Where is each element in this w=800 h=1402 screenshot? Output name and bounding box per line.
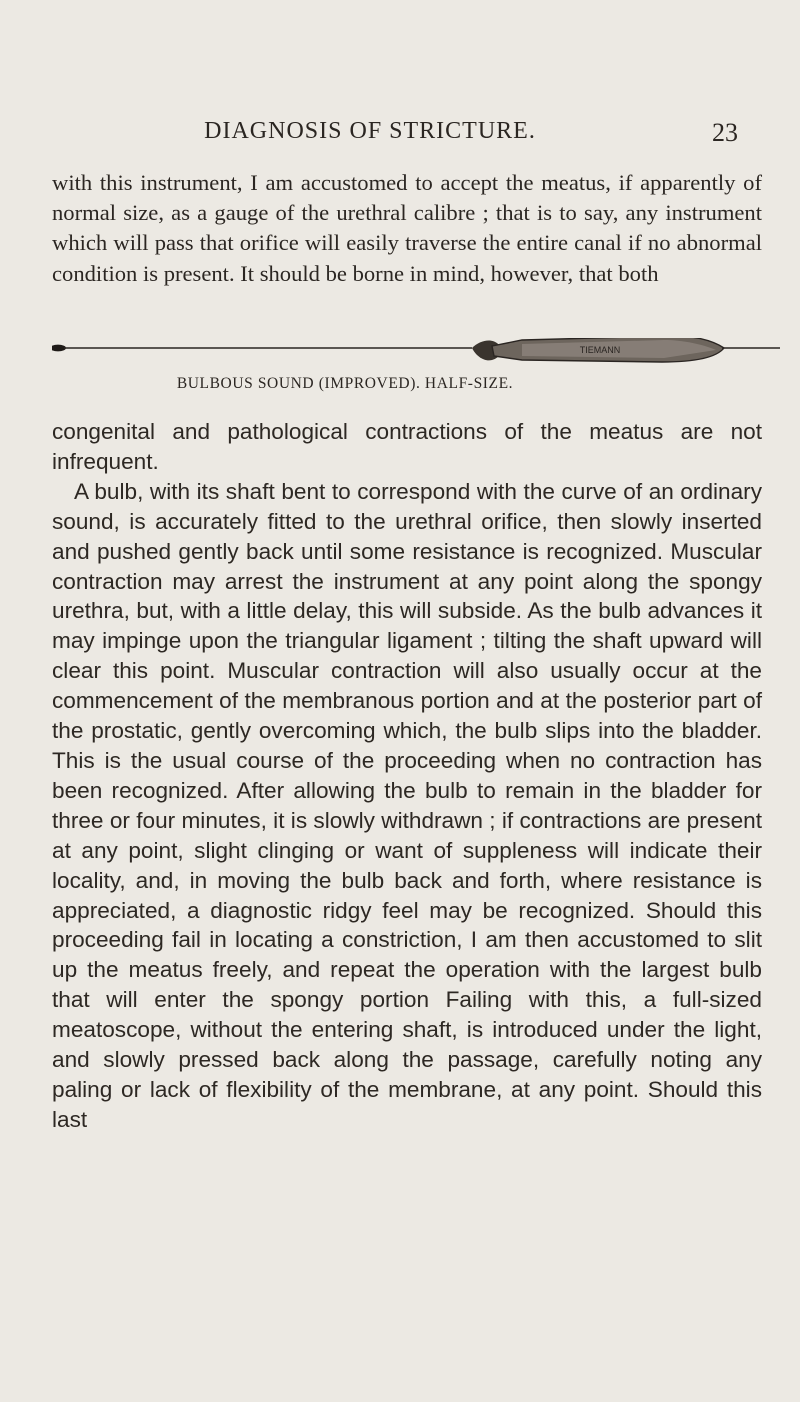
page-number: 23 bbox=[712, 118, 738, 147]
paragraph-main: A bulb, with its shaft bent to correspond with the curve of an ordinary sound, is accurately fitted to the urethral orifice, then slowly inserted and pushed gently back until some resistance is recognized. Muscular contraction may arrest the instrument at any point along the spongy urethra, but, with a little delay, this will subside. As the bulb advances it may impinge upon the triangular ligament ; tilting the shaft upward will clear this point. Muscular contraction will also usually occur at the commencement of the membranous portion and at the posterior part of the prostatic, gently overcoming which, the bulb slips into the bladder. This is the usual course of the proceeding when no contraction has been recognized. After allowing the bulb to remain in the bladder for three or four minutes, it is slowly withdrawn ; if contractions are present at any point, slight clinging or want of suppleness will indicate their locality, and, in moving the bulb back and forth, where resistance is appreciated, a diagnostic ridgy feel may be recognized. Should this proceeding fail in locating a constriction, I am then accustomed to slit up the meatus freely, and repeat the operation with the largest bulb that will enter the spongy portion Failing with this, a full-sized meatoscope, without the entering shaft, is introduced under the light, and slowly pressed back along the passage, carefully noting any paling or lack of flexibility of the membrane, at any point. Should this last bbox=[52, 478, 762, 1132]
figure-caption: BULBOUS SOUND (IMPROVED). HALF-SIZE. bbox=[176, 375, 514, 392]
running-title: DIAGNOSIS OF STRICTURE. bbox=[204, 118, 536, 144]
paragraph-top: with this instrument, I am accustomed to accept the meatus, if apparently of normal size, as a gauge of the urethral calibre ; that is to say, any instrument which will pass that orifice will easily traverse the entire canal if no abnormal condition is present. It should be borne in mind, however, that both bbox=[52, 170, 762, 286]
body-text bbox=[52, 417, 762, 1135]
bulb-tip bbox=[52, 345, 66, 352]
bulbous-sound-illustration bbox=[52, 338, 782, 378]
running-head bbox=[0, 118, 800, 152]
paragraph-continued: congenital and pathological contractions of the meatus are not infrequent. bbox=[52, 419, 762, 474]
maker-stamp: TIEMANN bbox=[579, 345, 621, 355]
